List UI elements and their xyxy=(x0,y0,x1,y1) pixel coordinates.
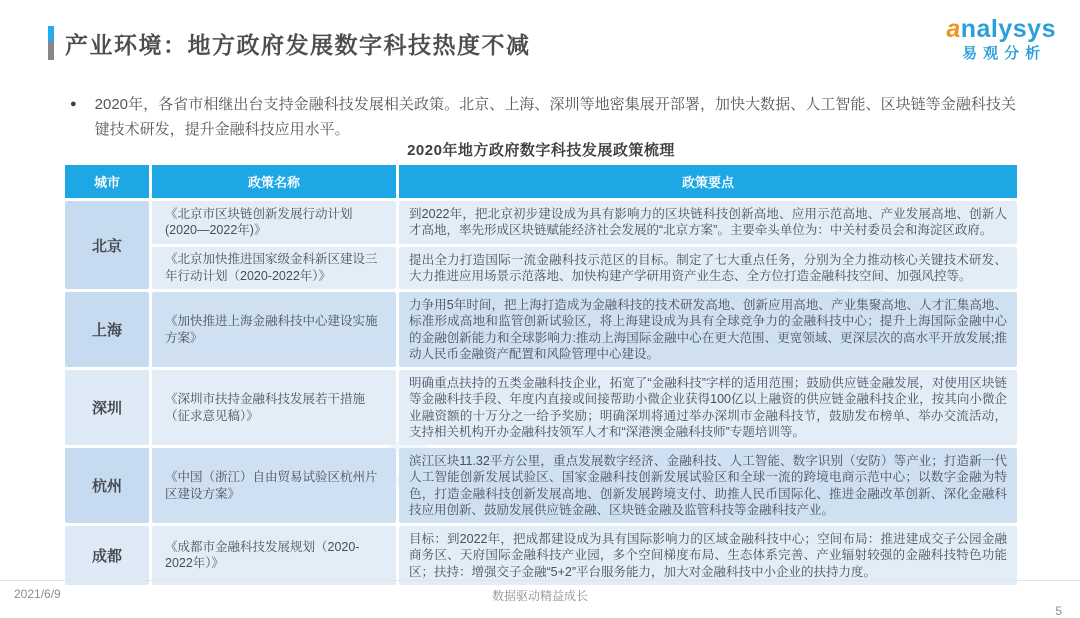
analysys-logo-wordmark: analysys xyxy=(946,15,1056,43)
policy-name-cell: 《北京市区块链创新发展行动计划(2020—2022年)》 xyxy=(152,201,396,244)
policy-name-cell: 《中国（浙江）自由贸易试验区杭州片区建设方案》 xyxy=(152,448,396,523)
footer-date: 2021/6/9 xyxy=(14,587,61,601)
policy-table-body xyxy=(65,201,1017,585)
table-row xyxy=(65,448,1017,523)
col-header-policy-points: 政策要点 xyxy=(399,165,1017,198)
title-row xyxy=(48,26,531,60)
analysys-logo-chinese: 易观分析 xyxy=(962,44,1047,62)
bullet-icon: ● xyxy=(70,98,77,110)
policy-name-cell: 《深圳市扶持金融科技发展若干措施（征求意见稿）》 xyxy=(152,370,396,445)
table-row xyxy=(65,370,1017,445)
page-title: 产业环境：地方政府发展数字科技热度不减 xyxy=(65,31,531,58)
table-row xyxy=(65,292,1017,367)
policy-points-cell: 明确重点扶持的五类金融科技企业，拓宽了“金融科技”字样的适用范围；鼓励供应链金融发展，对使用区块链等金融科技手段、年度内直接或间接帮助小微企业获得100亿以上融资的供应链金融科技企业，按其向小微企业融资额的十万分之一给予奖励；明确深圳将通过举办深圳市金融科技节，鼓励发布榜单、举办交流活动，支持相关机构开办金融科技领军人才和“深港澳金融科技师”专题培训等。 xyxy=(399,370,1017,445)
policy-table xyxy=(62,162,1020,588)
city-cell: 深圳 xyxy=(65,370,149,445)
policy-name-cell: 《成都市金融科技发展规划（2020-2022年）》 xyxy=(152,526,396,585)
city-cell: 杭州 xyxy=(65,448,149,523)
policy-points-cell: 到2022年，把北京初步建设成为具有影响力的区块链科技创新高地、应用示范高地、产业发展高地、创新人才高地，率先形成区块链赋能经济社会发展的“北京方案”。主要牵头单位为：中关村委员会和海淀区政府。 xyxy=(399,201,1017,244)
table-row xyxy=(65,201,1017,244)
bullet-row xyxy=(70,92,1016,142)
footer-slogan: 数据驱动精益成长 xyxy=(491,589,588,603)
title-accent-bar xyxy=(48,26,54,60)
table-header-row xyxy=(65,165,1017,198)
col-header-policy-name: 政策名称 xyxy=(152,165,396,198)
table-title: 2020年地方政府数字科技发展政策梳理 xyxy=(407,142,675,159)
policy-points-cell: 目标：到2022年，把成都建设成为具有国际影响力的区域金融科技中心；空间布局：推进建成交子公园金融商务区、天府国际金融科技产业园，多个空间梯度布局、生态体系完善、产业辐射较强的金融科技特色功能区；扶持：增强交子金融“5+2”平台服务能力，加大对金融科技中小企业的扶持力度。 xyxy=(399,526,1017,585)
col-header-city: 城市 xyxy=(65,165,149,198)
policy-points-cell: 力争用5年时间，把上海打造成为金融科技的技术研发高地、创新应用高地、产业集聚高地、人才汇集高地、标准形成高地和监管创新试验区，将上海建设成为具有全球竞争力的金融科技中心；提升上海国际金融中心的金融创新能力和全球影响力:推动上海国际金融中心在更大范围、更宽领域、更深层次的高水平开放发展;推动人民币金融资产配置和风险管理中心建设。 xyxy=(399,292,1017,367)
table-row xyxy=(65,247,1017,290)
city-cell: 上海 xyxy=(65,292,149,367)
city-cell: 北京 xyxy=(65,201,149,289)
analysys-logo xyxy=(946,16,1056,62)
policy-name-cell: 《北京加快推进国家级金科新区建设三年行动计划（2020-2022年）》 xyxy=(152,247,396,290)
footer-page-number: 5 xyxy=(1055,604,1062,618)
policy-points-cell: 滨江区块11.32平方公里，重点发展数字经济、金融科技、人工智能、数字识别（安防）等产业；打造新一代人工智能创新发展试验区、国家金融科技创新发展试验区和全球一流的跨境电商示范中心；以数字金融为特色，打造金融科技创新发展高地、创新发展跨境支付、助推人民币国际化、推进金融改革创新、深化金融科技应用创新、鼓励发展供应链金融、区块链金融及监管科技等金融科技产业。 xyxy=(399,448,1017,523)
policy-points-cell: 提出全力打造国际一流金融科技示范区的目标。制定了七大重点任务，分别为全力推动核心关键技术研发、大力推进应用场景示范落地、加快构建产学研用资产业生态、全方位打造金融科技空间、加强风控等。 xyxy=(399,247,1017,290)
table-row xyxy=(65,526,1017,585)
footer xyxy=(0,580,1080,618)
bullet-text: 2020年，各省市相继出台支持金融科技发展相关政策。北京、上海、深圳等地密集展开部署，加快大数据、人工智能、区块链等金融科技关键技术研发，提升金融科技应用水平。 xyxy=(94,96,1016,138)
policy-name-cell: 《加快推进上海金融科技中心建设实施方案》 xyxy=(152,292,396,367)
city-cell: 成都 xyxy=(65,526,149,585)
